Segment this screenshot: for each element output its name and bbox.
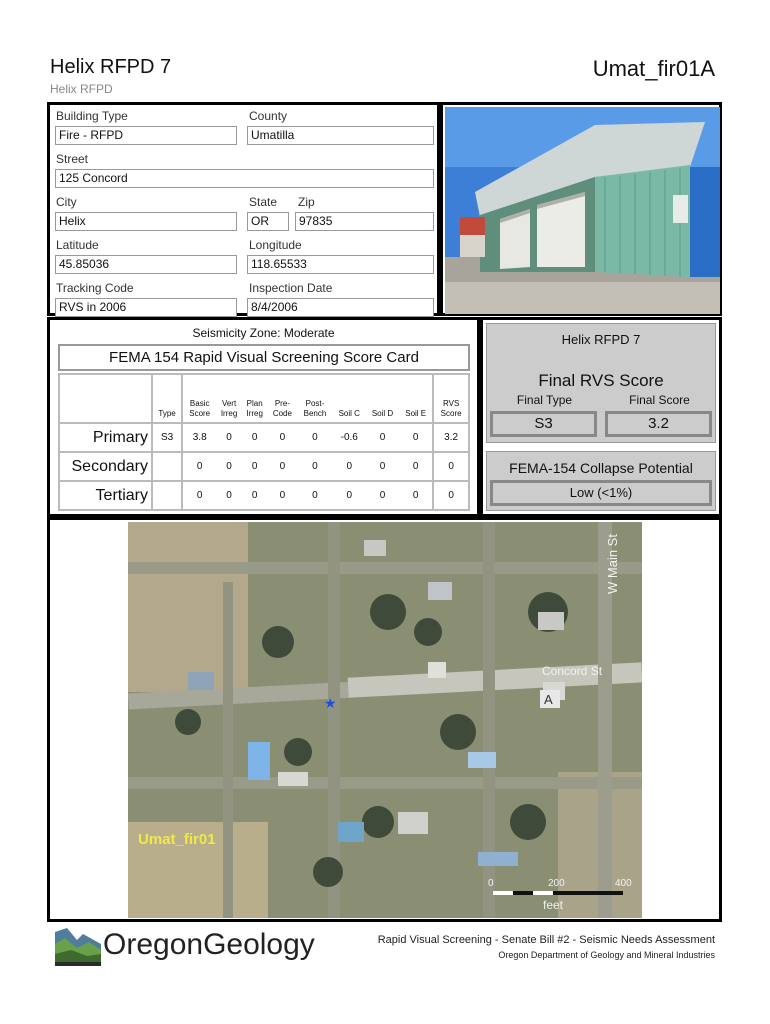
- final-score-label: Final Score: [629, 393, 690, 407]
- cell-value: 0: [399, 423, 433, 452]
- county-label: County: [249, 109, 288, 123]
- cell-value: 0: [297, 423, 332, 452]
- col-header: Post- Bench: [297, 374, 332, 423]
- city-label: City: [56, 195, 77, 209]
- county-field: Umatilla: [247, 126, 434, 145]
- oregon-geology-logo-icon: [53, 926, 103, 968]
- footer-line-2: Oregon Department of Geology and Mineral Industries: [498, 950, 715, 960]
- cell-value: 0: [216, 481, 242, 510]
- row-label: Tertiary: [59, 481, 152, 510]
- score-card-title: FEMA 154 Rapid Visual Screening Score Card: [58, 344, 470, 371]
- score-card-panel: [47, 317, 480, 517]
- page-title: Helix RFPD 7: [50, 56, 172, 78]
- building-photo-panel: [440, 102, 722, 316]
- col-header: Soil E: [399, 374, 433, 423]
- col-header: Pre- Code: [268, 374, 298, 423]
- latitude-label: Latitude: [56, 238, 99, 252]
- cell-value: -0.6: [333, 423, 366, 452]
- city-field: Helix: [55, 212, 237, 231]
- cell-rvs-score: 3.2: [433, 423, 469, 452]
- row-label: Secondary: [59, 452, 152, 481]
- street-label: Street: [56, 152, 89, 166]
- svg-text:★: ★: [324, 696, 337, 712]
- map-label-concord-st: Concord St: [542, 664, 603, 678]
- cell-value: 0: [366, 452, 399, 481]
- col-header: Soil C: [333, 374, 366, 423]
- inspection-date-field: 8/4/2006: [247, 298, 434, 317]
- col-header: Soil D: [366, 374, 399, 423]
- table-row-primary: [59, 423, 469, 452]
- cell-value: 0: [297, 481, 332, 510]
- table-row-secondary: [59, 452, 469, 481]
- collapse-value-field: Low (<1%): [490, 480, 712, 506]
- cell-value: 0: [242, 481, 268, 510]
- tracking-code-field: RVS in 2006: [55, 298, 237, 317]
- cell-value: 0: [182, 452, 216, 481]
- facility-id: Umat_fir01A: [592, 56, 715, 81]
- street-field: 125 Concord: [55, 169, 434, 188]
- zip-label: Zip: [298, 195, 315, 209]
- scale-tick: 200: [548, 878, 565, 889]
- aerial-map-panel: [47, 517, 722, 922]
- building-name: Helix RFPD 7: [561, 332, 641, 347]
- state-label: State: [249, 195, 278, 209]
- building-type-label: Building Type: [56, 109, 128, 123]
- cell-value: 0: [242, 452, 268, 481]
- final-type-field: S3: [490, 411, 597, 437]
- cell-value: 0: [399, 481, 433, 510]
- cell-type: S3: [152, 423, 182, 452]
- col-header: Vert Irreg: [216, 374, 242, 423]
- cell-rvs-score: 0: [433, 481, 469, 510]
- cell-value: 0: [268, 452, 298, 481]
- cell-rvs-score: 0: [433, 452, 469, 481]
- cell-value: 0: [333, 481, 366, 510]
- footer-line-1: Rapid Visual Screening - Senate Bill #2 - Seismic Needs Assessment: [377, 934, 715, 946]
- logo-text: OregonGeology: [103, 928, 315, 961]
- cell-value: 0: [333, 452, 366, 481]
- cell-value: 0: [216, 452, 242, 481]
- score-table-header: [59, 374, 469, 423]
- cell-value: 3.8: [182, 423, 216, 452]
- map-marker-label: A: [544, 692, 553, 707]
- seismicity-zone: Seismicity Zone: Moderate: [192, 326, 335, 340]
- inspection-date-label: Inspection Date: [249, 281, 333, 295]
- scale-unit: feet: [543, 898, 564, 912]
- cell-value: 0: [182, 481, 216, 510]
- cell-value: 0: [366, 423, 399, 452]
- map-label-main-st: W Main St: [605, 534, 620, 594]
- col-header: RVS Score: [433, 374, 469, 423]
- cell-value: 0: [297, 452, 332, 481]
- cell-value: 0: [268, 481, 298, 510]
- final-rvs-title: Final RVS Score: [538, 371, 664, 390]
- building-info-panel: [47, 102, 440, 316]
- col-header: Plan Irreg: [242, 374, 268, 423]
- longitude-field: 118.65533: [247, 255, 434, 274]
- final-type-label: Final Type: [516, 393, 573, 407]
- zip-field: 97835: [295, 212, 434, 231]
- longitude-label: Longitude: [249, 238, 302, 252]
- aerial-map: [128, 522, 642, 918]
- cell-type: [152, 452, 182, 481]
- latitude-field: 45.85036: [55, 255, 237, 274]
- cell-value: 0: [216, 423, 242, 452]
- tracking-code-label: Tracking Code: [56, 281, 134, 295]
- col-header: Basic Score: [182, 374, 216, 423]
- cell-value: 0: [268, 423, 298, 452]
- scale-tick: 400: [615, 878, 632, 889]
- final-score-panel: [480, 317, 722, 517]
- cell-value: 0: [242, 423, 268, 452]
- building-photo: [445, 107, 720, 314]
- score-table: [58, 373, 470, 511]
- state-field: OR: [247, 212, 289, 231]
- collapse-title: FEMA-154 Collapse Potential: [509, 460, 693, 476]
- row-label-header: [59, 374, 152, 423]
- row-label: Primary: [59, 423, 152, 452]
- final-score-field: 3.2: [605, 411, 712, 437]
- building-type-field: Fire - RFPD: [55, 126, 237, 145]
- col-header: Type: [152, 374, 182, 423]
- map-site-label: Umat_fir01: [138, 831, 216, 848]
- cell-value: 0: [399, 452, 433, 481]
- cell-type: [152, 481, 182, 510]
- cell-value: 0: [366, 481, 399, 510]
- scale-tick: 0: [488, 878, 494, 889]
- page-subtitle: Helix RFPD: [50, 82, 113, 96]
- table-row-tertiary: [59, 481, 469, 510]
